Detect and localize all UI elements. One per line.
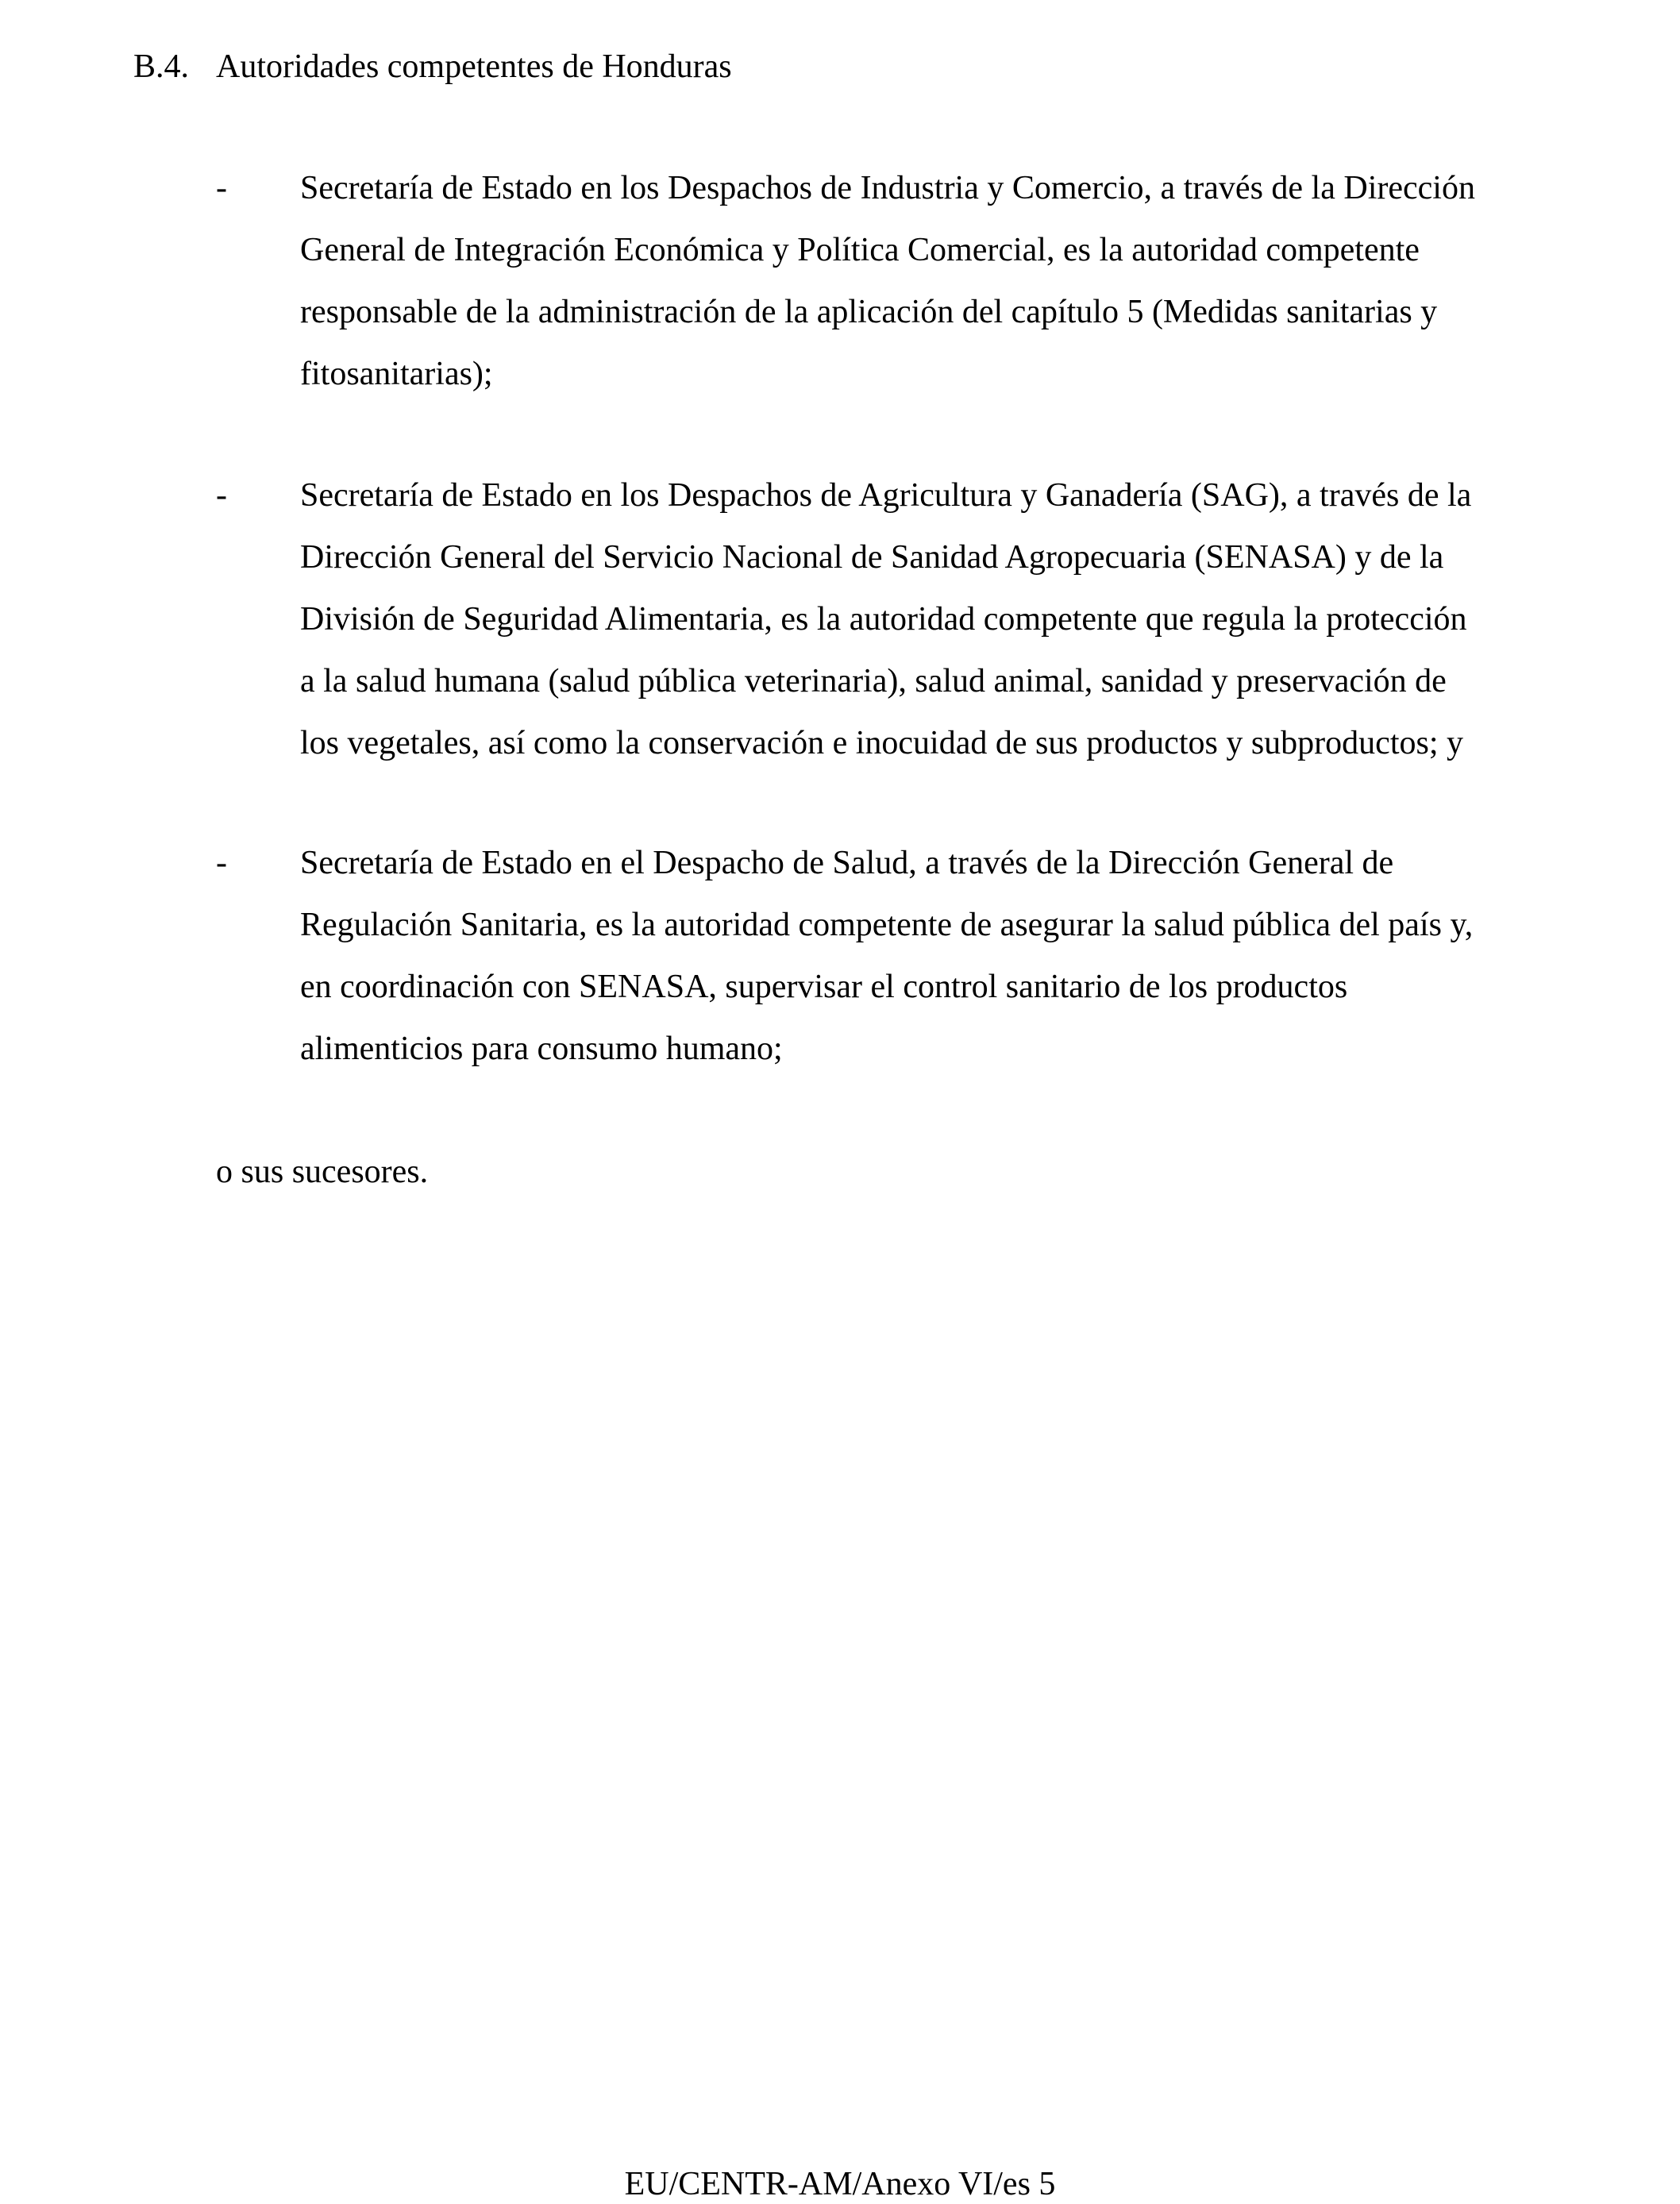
closing-text: o sus sucesores. [216,1154,429,1190]
text-line: División de Seguridad Alimentaria, es la autoridad competente que regula la protección [300,601,1467,638]
section-number: B.4. [133,48,190,85]
text-line: General de Integración Económica y Política Comercial, es la autoridad competente [300,232,1420,268]
page-footer: EU/CENTR-AM/Anexo VI/es 5 [624,2166,1056,2202]
text-line: Secretaría de Estado en el Despacho de Salud, a través de la Dirección General de [300,845,1394,881]
text-line: alimenticios para consumo humano; [300,1031,783,1067]
text-line: Secretaría de Estado en los Despachos de Agricultura y Ganadería (SAG), a través de la [300,477,1472,514]
text-line: responsable de la administración de la aplicación del capítulo 5 (Medidas sanitarias y [300,294,1438,330]
text-line: Regulación Sanitaria, es la autoridad competente de asegurar la salud pública del país y, [300,907,1474,943]
text-line: fitosanitarias); [300,356,493,392]
section-title: Autoridades competentes de Honduras [216,48,732,85]
text-line: Secretaría de Estado en los Despachos de Industria y Comercio, a través de la Dirección [300,170,1475,206]
list-bullet: - [216,170,227,206]
text-line: Dirección General del Servicio Nacional de Sanidad Agropecuaria (SENASA) y de la [300,539,1444,576]
text-line: en coordinación con SENASA, supervisar el control sanitario de los productos [300,969,1348,1005]
text-line: los vegetales, así como la conservación e inocuidad de sus productos y subproductos; y [300,725,1463,761]
list-item-text [300,832,1555,1080]
list-bullet: - [216,477,227,514]
list-item-text [300,464,1555,774]
list-bullet: - [216,845,227,881]
list-item-text [300,157,1555,405]
text-line: a la salud humana (salud pública veterinaria), salud animal, sanidad y preservación de [300,663,1447,699]
